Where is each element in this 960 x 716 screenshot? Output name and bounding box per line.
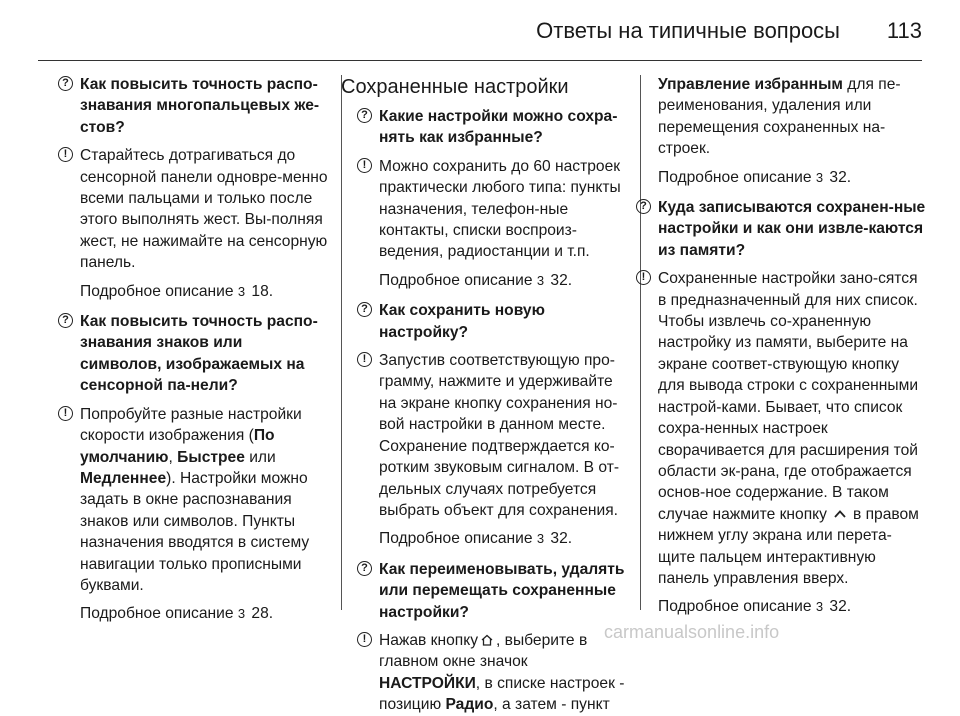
reference-line (658, 167, 928, 188)
reference-line (58, 603, 328, 624)
answer-text-part: ). Настройки можно задать в окне распознавания знаков или символов. Пункты назначения вводятся в систему навигации только прописными буквами. (80, 469, 310, 594)
answer-text-part: для пе-реименования, удаления или перемещения сохраненных на-строек. (658, 76, 901, 158)
question-icon: ? (357, 302, 372, 317)
header-divider (38, 60, 922, 61)
arrow-right-icon: 3 (815, 599, 824, 615)
page-header (0, 0, 960, 62)
question-block (357, 559, 627, 623)
answer-block (357, 630, 627, 716)
arrow-right-icon: 3 (536, 531, 545, 547)
reference-text: Подробное описание (379, 530, 533, 548)
question-block (636, 197, 928, 261)
column-1 (58, 74, 328, 625)
question-block (58, 311, 328, 397)
page-number: 113 (886, 18, 922, 43)
answer-block (58, 404, 328, 597)
home-icon (480, 633, 494, 647)
watermark: carmanualsonline.info (604, 622, 780, 642)
arrow-right-icon: 3 (237, 283, 246, 299)
column-2 (341, 74, 627, 716)
question-text: Как повысить точность распо-знавания многопальцевых же-стов? (80, 76, 320, 136)
question-text: Как переименовывать, удалять или перемещать сохраненные настройки? (379, 560, 625, 621)
ui-label-radio: Радио (445, 696, 494, 714)
reference-line (357, 528, 627, 549)
question-text: Как повысить точность распо-знавания знаков или символов, изображаемых на сенсорной па-нели? (80, 313, 318, 395)
answer-icon: ! (357, 352, 372, 367)
answer-text (379, 630, 627, 716)
question-block (58, 74, 328, 138)
question-block (357, 106, 627, 149)
chevron-up-icon (829, 507, 851, 521)
answer-text-part: или (244, 448, 276, 466)
reference-line (58, 281, 328, 302)
question-icon: ? (357, 108, 372, 123)
reference-page: 32. (829, 598, 852, 616)
ui-label-default: По умолчанию (80, 427, 275, 466)
answer-block (58, 145, 328, 273)
answer-text (80, 404, 328, 597)
answer-icon: ! (636, 270, 651, 285)
page-title: Ответы на типичные вопросы (536, 18, 840, 43)
ui-label-manage-favorites: Управление избранным (658, 76, 843, 93)
reference-text: Подробное описание (80, 605, 234, 623)
reference-text: Подробное описание (658, 598, 812, 616)
reference-page: 32. (550, 530, 573, 548)
question-icon: ? (58, 313, 73, 328)
answer-text-part: в правом нижнем углу экрана или перета-щите пальцем интерактивную панель управления вверх. (658, 505, 919, 587)
answer-text: Можно сохранить до 60 настроек практически любого типа: пункты назначения, телефон-ные контакты, списки воспроиз-ведения, радиостанции и т.п. (379, 157, 621, 261)
reference-page: 18. (251, 282, 274, 300)
answer-text-part: Сохраненные настройки зано-сятся в предназначенный для них список. Чтобы извлечь со-храненную настройку из памяти, выберите на экране соответ-ствующую кнопку для вывода строки с сохраненными настрой-ками. Бывает, что список сохра-ненных настроек сворачивается для расширения той области эк-рана, где отображается основ-ное содержание. В таком случае нажмите кнопку (658, 270, 919, 523)
ui-label-faster: Быстрее (177, 448, 245, 466)
answer-text-part: , выберите в главном окне значок (379, 631, 588, 671)
answer-text-part: Нажав кнопку (379, 631, 478, 649)
reference-text: Подробное описание (80, 282, 234, 300)
answer-icon: ! (357, 158, 372, 173)
continued-answer (658, 74, 928, 160)
reference-text: Подробное описание (658, 168, 812, 186)
answer-text-part: Попробуйте разные настройки скорости изображения ( (80, 405, 302, 445)
ui-label-slower: Медленнее (80, 469, 167, 487)
answer-icon: ! (357, 632, 372, 647)
answer-text-part: , в списке настроек - позицию (379, 674, 625, 714)
column-divider-1 (341, 75, 342, 610)
answer-block (636, 268, 928, 589)
answer-text (658, 268, 928, 589)
section-title: Сохраненные настройки (341, 76, 569, 98)
reference-page: 32. (550, 271, 573, 289)
answer-text-part: , (168, 448, 178, 466)
arrow-right-icon: 3 (536, 272, 545, 288)
answer-text-part: , а затем - пункт (493, 696, 610, 714)
question-text: Какие настройки можно сохра-нять как избранные? (379, 108, 618, 147)
answer-icon: ! (58, 406, 73, 421)
question-text: Куда записываются сохранен-ные настройки и как они извле-каются из памяти? (658, 199, 926, 259)
question-icon: ? (58, 76, 73, 91)
question-icon: ? (357, 561, 372, 576)
arrow-right-icon: 3 (237, 606, 246, 622)
reference-line (357, 270, 627, 291)
answer-icon: ! (58, 147, 73, 162)
answer-block (357, 156, 627, 263)
reference-line (658, 596, 928, 617)
reference-page: 32. (829, 168, 852, 186)
answer-block (357, 350, 627, 521)
question-text: Как сохранить новую настройку? (379, 302, 545, 341)
reference-page: 28. (251, 605, 274, 623)
answer-text: Старайтесь дотрагиваться до сенсорной панели одновре-менно всеми пальцами и только после этого выполнять жест. Вы-полняя жест, не нажимайте на сенсорную панель. (80, 147, 328, 272)
reference-text: Подробное описание (379, 271, 533, 289)
ui-label-settings: НАСТРОЙКИ (379, 674, 476, 692)
column-3 (640, 74, 928, 618)
arrow-right-icon: 3 (815, 169, 824, 185)
question-block (357, 300, 627, 343)
answer-text: Запустив соответствующую про-грамму, нажмите и удерживайте на экране кнопку сохранения но-вой настройки в данном месте. Сохранение подтверждается ко-ротким звуковым сигналом. В от-дельных случаях потребуется выбрать объект для сохранения. (379, 352, 620, 519)
question-icon: ? (636, 199, 651, 214)
